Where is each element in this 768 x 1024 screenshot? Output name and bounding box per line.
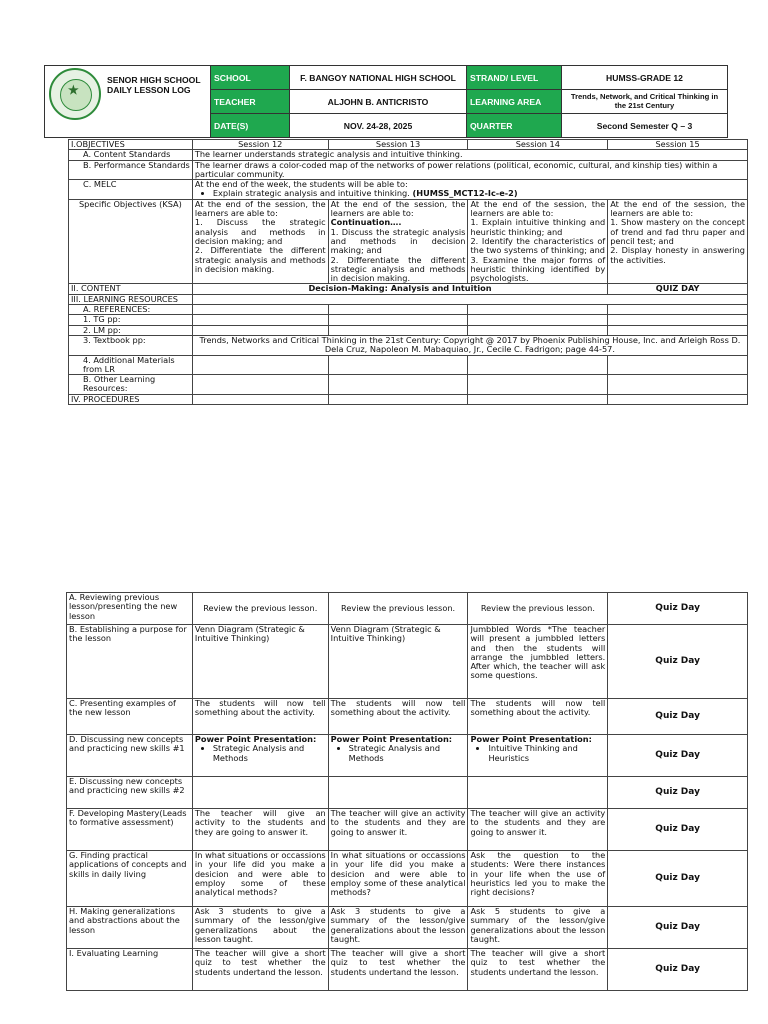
procedure-cell: Review the previous lesson. (468, 593, 608, 625)
ksa-cell: At the end of the session, the learners are able to: 1. Show mastery on the concept of trend and fad thru paper and pencil test; and 2. Display honesty in answering the activities. (608, 199, 748, 284)
school-seal-logo: ★ (49, 68, 101, 120)
procedure-label: I. Evaluating Learning (67, 949, 193, 991)
teacher-label: TEACHER (211, 90, 290, 114)
procedure-cell: Jumbbled Words *The teacher will present a jumbbled letters and then the students will arrange the jumbbled letters. After which, the teacher will ask some questions. (468, 625, 608, 699)
textbook-text: Trends, Networks and Critical Thinking in the 21st Century: Copyright @ 2017 by Phoenix Publishing House, Inc. and Arleigh Ross D. Dela Cruz, Napoleon M. Mabaquiao, Jr., Cecile C. Fadrigon; page 44-57. (192, 335, 747, 355)
quiz-day-cell: Quiz Day (608, 699, 748, 735)
header-table (44, 65, 728, 138)
quiz-day-cell: Quiz Day (608, 593, 748, 625)
content-main: Decision-Making: Analysis and Intuition (192, 284, 607, 294)
procedure-cell: Ask the question to the students: Were there instances in your life when the use of heuristics led you to make the right decisions? (468, 851, 608, 907)
procedure-cell: Review the previous lesson. (328, 593, 468, 625)
objectives-heading: I.OBJECTIVES (69, 140, 193, 150)
procedure-cell: Review the previous lesson. (192, 593, 328, 625)
quiz-day-cell: Quiz Day (608, 625, 748, 699)
school-value: F. BANGOY NATIONAL HIGH SCHOOL (290, 66, 467, 90)
lm-label: 2. LM pp: (69, 325, 193, 335)
quiz-day-cell: Quiz Day (608, 907, 748, 949)
procedure-cell: Power Point Presentation: • Strategic Analysis and Methods (328, 735, 468, 777)
strand-label: STRAND/ LEVEL (467, 66, 562, 90)
doc-title: SENOR HIGH SCHOOL DAILY LESSON LOG (107, 75, 201, 95)
procedure-cell: The students will now tell something about the activity. (328, 699, 468, 735)
additional-materials-label: 4. Additional Materials from LR (69, 355, 193, 375)
ksa-label: Specific Objectives (KSA) (69, 199, 193, 284)
ksa-cell: At the end of the session, the learners are able to: 1. Explain intuitive thinking and heuristic thinking; and 2. Identify the characteristics of the two systems of thinking; and 3. Examine the major forms of heuristic thinking identified by psychologists. (468, 199, 608, 284)
melc-label: C. MELC (69, 180, 193, 200)
date-label: DATE(S) (211, 114, 290, 138)
session-header: Session 15 (608, 140, 748, 150)
ksa-cell: At the end of the session, the learners are able to: 1. Discuss the strategic analysis and methods in decision making; and 2. Differentiate the different strategic analysis and methods in decision making. (192, 199, 328, 284)
procedure-label: C. Presenting examples of the new lesson (67, 699, 193, 735)
procedure-label: A. Reviewing previous lesson/presenting the new lesson (67, 593, 193, 625)
procedure-cell: In what situations or occassions in your life did you make a desicion and were able to employ some of these analytical methods? (192, 851, 328, 907)
melc-bullet: Explain strategic analysis and intuitive thinking. (212, 188, 410, 199)
procedure-cell: Ask 5 students to give a summary of the lesson/give generalizations about the lesson taught. (468, 907, 608, 949)
strand-value: HUMSS-GRADE 12 (562, 66, 728, 90)
objectives-table (68, 139, 748, 405)
performance-standards-text: The learner draws a color-coded map of the networks of power relations (political, economic, cultural, and kinship ties) within a particular community. (192, 160, 747, 180)
ksa-cell: At the end of the session, the learners are able to: Continuation…. 1. Discuss the strategic analysis and methods in decision making; and 2. Differentiate the different strategic analysis and methods in decision making. (328, 199, 468, 284)
content-standards-text: The learner understands strategic analysis and intuitive thinking. (192, 150, 747, 160)
date-value: NOV. 24-28, 2025 (290, 114, 467, 138)
procedure-label: F. Developing Mastery(Leads to formative assessment) (67, 809, 193, 851)
quarter-value: Second Semester Q – 3 (562, 114, 728, 138)
school-label: SCHOOL (211, 66, 290, 90)
quarter-label: QUARTER (467, 114, 562, 138)
procedure-label: B. Establishing a purpose for the lesson (67, 625, 193, 699)
teacher-value: ALJOHN B. ANTICRISTO (290, 90, 467, 114)
procedure-cell: The teacher will give a short quiz to test whether the students undertand the lesson. (468, 949, 608, 991)
tg-label: 1. TG pp: (69, 315, 193, 325)
procedure-cell: The students will now tell something about the activity. (468, 699, 608, 735)
learning-area-label: LEARNING AREA (467, 90, 562, 114)
melc-text: At the end of the week, the students will be able to: (194, 179, 408, 190)
procedure-cell: The teacher will give a short quiz to test whether the students undertand the lesson. (192, 949, 328, 991)
procedure-cell: Venn Diagram (Strategic & Intuitive Thinking) (192, 625, 328, 699)
procedure-cell: The teacher will give an activity to the students and they are going to answer it. (328, 809, 468, 851)
procedure-cell: The teacher will give an activity to the students and they are going to answer it. (192, 809, 328, 851)
logo-title-cell (45, 66, 211, 138)
session-header: Session 12 (192, 140, 328, 150)
quiz-day-cell: Quiz Day (608, 809, 748, 851)
procedure-cell: Ask 3 students to give a summary of the lesson/give generalizations about the lesson taught. (192, 907, 328, 949)
procedure-cell: The teacher will give a short quiz to test whether the students undertand the lesson. (328, 949, 468, 991)
procedure-cell: The students will now tell something about the activity. (192, 699, 328, 735)
melc-cell (192, 180, 747, 200)
content-label: II. CONTENT (69, 284, 193, 294)
procedures-label: IV. PROCEDURES (69, 394, 193, 404)
references-label: A. REFERENCES: (69, 305, 193, 315)
learning-area-value: Trends, Network, and Critical Thinking in the 21st Century (562, 90, 728, 114)
procedure-cell: Power Point Presentation: • Intuitive Thinking and Heuristics (468, 735, 608, 777)
textbook-label: 3. Textbook pp: (69, 335, 193, 355)
procedure-cell: In what situations or occassions in your life did you make a desicion and were able to employ some of these analytical methods? (328, 851, 468, 907)
quiz-day-cell: Quiz Day (608, 851, 748, 907)
melc-code: (HUMSS_MCT12-Ic-e-2) (412, 188, 518, 199)
procedures-table (66, 592, 748, 991)
procedure-cell: Power Point Presentation: • Strategic Analysis and Methods (192, 735, 328, 777)
procedure-label: H. Making generalizations and abstractions about the lesson (67, 907, 193, 949)
procedure-cell: Venn Diagram (Strategic & Intuitive Thinking) (328, 625, 468, 699)
quiz-day-cell: Quiz Day (608, 777, 748, 809)
procedure-cell: Ask 3 students to give a summary of the lesson/give generalizations about the lesson taught. (328, 907, 468, 949)
other-resources-label: B. Other Learning Resources: (69, 375, 193, 395)
content-standards-label: A. Content Standards (69, 150, 193, 160)
learning-resources-label: III. LEARNING RESOURCES (69, 294, 193, 304)
procedure-label: D. Discussing new concepts and practicing new skills #1 (67, 735, 193, 777)
quiz-day-cell: Quiz Day (608, 949, 748, 991)
procedure-label: E. Discussing new concepts and practicing new skills #2 (67, 777, 193, 809)
procedure-cell: The teacher will give an activity to the students and they are going to answer it. (468, 809, 608, 851)
content-quiz: QUIZ DAY (608, 284, 748, 294)
performance-standards-label: B. Performance Standards (69, 160, 193, 180)
procedure-label: G. Finding practical applications of concepts and skills in daily living (67, 851, 193, 907)
session-header: Session 14 (468, 140, 608, 150)
quiz-day-cell: Quiz Day (608, 735, 748, 777)
session-header: Session 13 (328, 140, 468, 150)
